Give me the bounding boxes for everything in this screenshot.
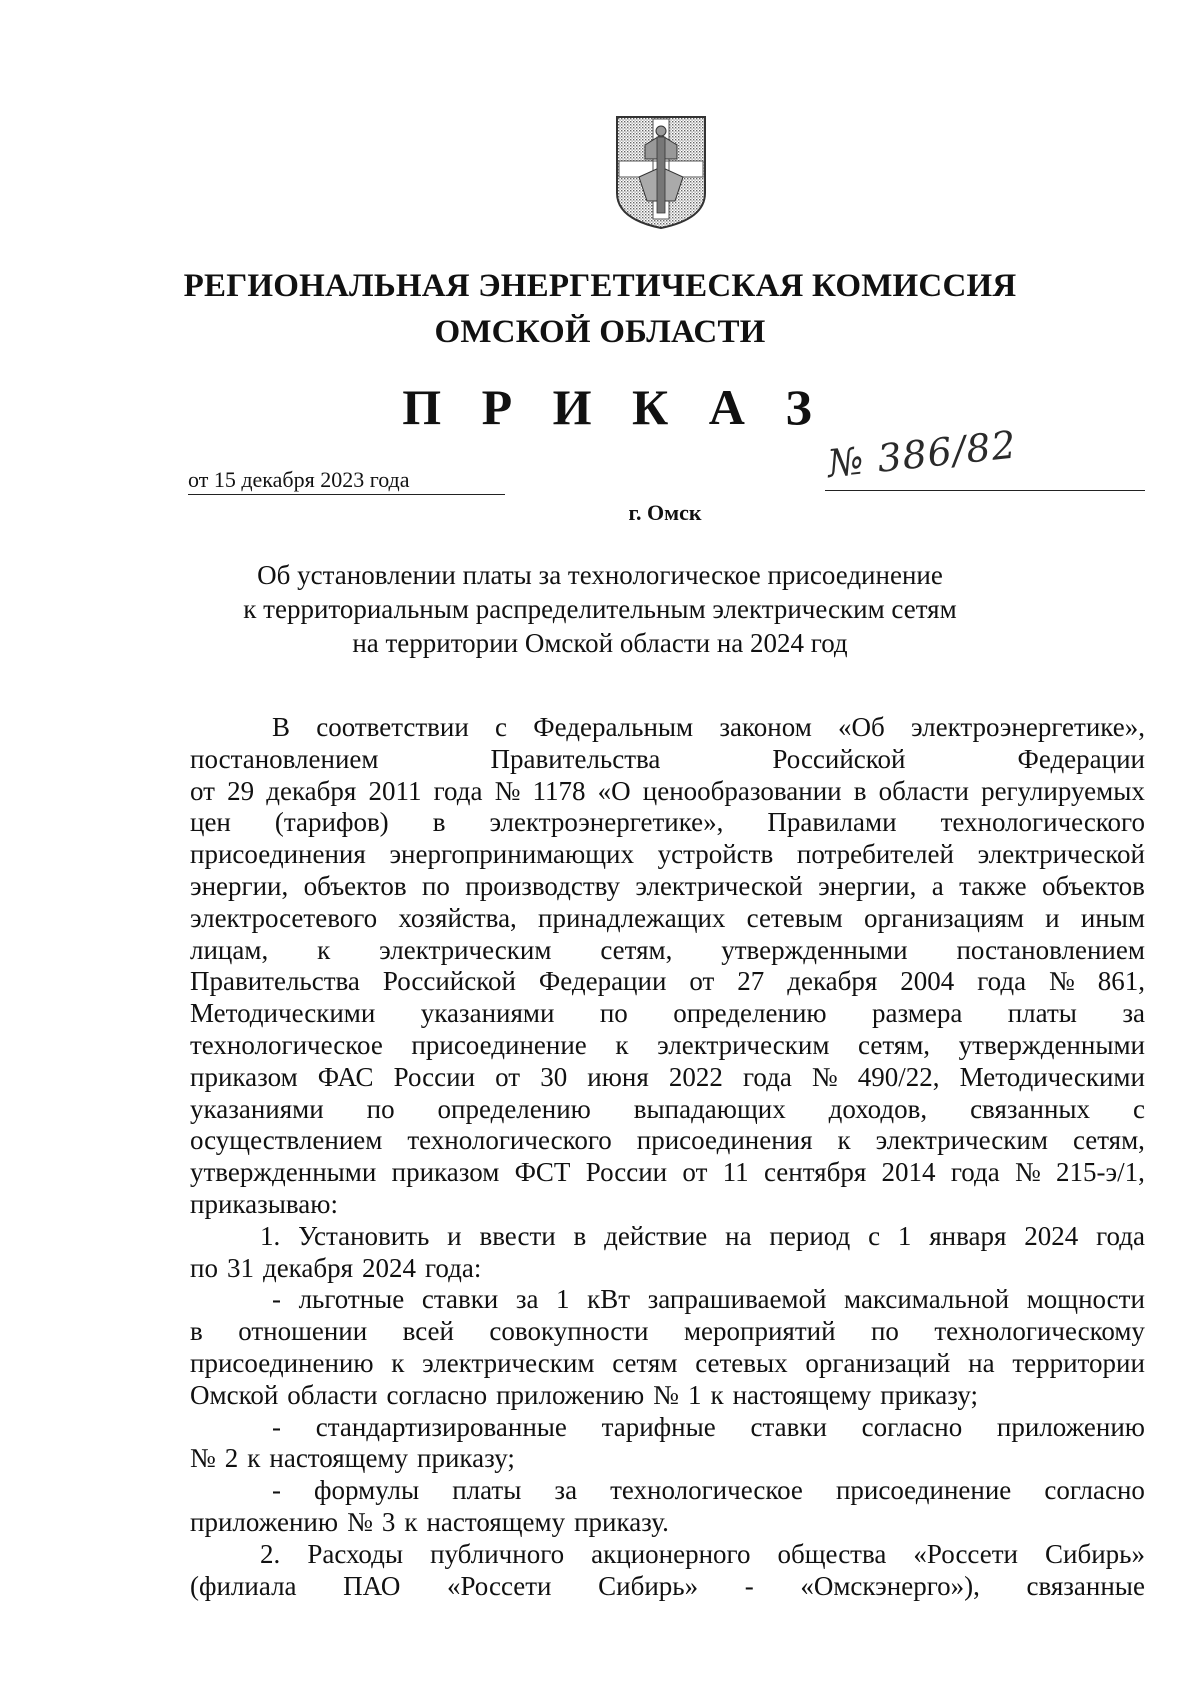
body-text-line (190, 998, 1145, 1030)
body-word: энергии, (818, 870, 917, 901)
body-word: 2. (260, 1538, 281, 1569)
subject-line: к территориальным распределительным электрическим сетям (243, 594, 957, 624)
body-word: года (977, 966, 1027, 997)
body-word: ФАС (317, 1061, 374, 1092)
body-word: электрическим (875, 1125, 1048, 1156)
body-word: и (447, 1220, 462, 1251)
body-word: объектов (1041, 870, 1145, 901)
body-word: энергопринимающих (389, 839, 634, 870)
body-word: 2004 (900, 966, 955, 997)
body-word: цен (190, 807, 231, 838)
body-word: июня (587, 1061, 649, 1092)
body-word: совокупности (489, 1316, 649, 1347)
body-word: определению (673, 998, 827, 1029)
body-word: иным (1080, 902, 1145, 933)
body-word: всей (402, 1316, 454, 1347)
subject-line: Об установлении платы за технологическое присоединение (257, 560, 943, 590)
body-word: № (494, 775, 521, 806)
body-word: льготные (298, 1284, 405, 1315)
body-word: электроэнергетике», (911, 712, 1145, 742)
body-word: 2011 (368, 775, 422, 806)
body-word: по (870, 1316, 899, 1347)
body-word: по (190, 1252, 218, 1283)
body-text-line (190, 1316, 1145, 1348)
body-word: № (347, 1506, 373, 1537)
body-word: «Россети (913, 1538, 1018, 1569)
body-word: России (585, 1157, 668, 1188)
body-word: акционерного (591, 1538, 751, 1569)
body-word: регулируемых (981, 775, 1145, 806)
body-word: сетевых (695, 1347, 788, 1378)
body-word: № (1014, 1157, 1041, 1188)
body-word: 1 (556, 1284, 570, 1315)
body-word: электрическим (657, 1029, 830, 1060)
body-word: электрическим (379, 934, 552, 965)
body-word: № (190, 1443, 216, 1474)
body-word: ввести (479, 1220, 556, 1251)
body-word: технологическому (934, 1316, 1145, 1347)
body-text-line (190, 966, 1145, 998)
body-word: 11 (722, 1157, 749, 1188)
body-text-line (190, 1539, 1145, 1571)
body-word: присоединение (411, 1029, 587, 1060)
body-word: сетям, (600, 934, 673, 965)
body-word: по (366, 1093, 395, 1124)
body-word: «Об (838, 712, 885, 742)
body-word: максимальной (844, 1284, 1010, 1315)
document-number-handwritten: № 386/82 (825, 422, 1019, 486)
body-word: период (769, 1220, 851, 1251)
body-word: приказу. (574, 1506, 669, 1537)
body-word: тарифные (601, 1411, 716, 1442)
body-word: ставки (421, 1284, 499, 1315)
document-city: г. Омск (628, 500, 702, 525)
body-word: приказу; (880, 1379, 979, 1410)
body-word: 2024 (1024, 1220, 1079, 1251)
body-word: 2024 (362, 1252, 417, 1283)
document-type-title: П Р И К А З (402, 379, 826, 435)
document-body (190, 712, 1145, 1602)
body-word: осуществлением (190, 1125, 383, 1156)
body-word: стандартизированные (315, 1411, 567, 1442)
body-word: за (1122, 998, 1145, 1029)
body-word: на (725, 1220, 752, 1251)
body-word: (филиала (190, 1570, 297, 1601)
body-text-line (190, 935, 1145, 967)
body-word: Сибирь» (1045, 1538, 1145, 1569)
body-text-line (190, 744, 1145, 776)
body-word: с (1132, 1093, 1145, 1124)
body-word: 27 (737, 966, 765, 997)
body-word: отношении (238, 1316, 368, 1347)
body-word: декабря (787, 966, 878, 997)
body-word: объектов (303, 870, 407, 901)
body-word: связанные (1026, 1570, 1145, 1601)
body-word: технологического (407, 1125, 612, 1156)
body-word: года (433, 775, 483, 806)
body-word: к (247, 1443, 261, 1474)
body-word: в (190, 1316, 203, 1347)
body-word: сетевым (746, 902, 843, 933)
body-word: указаниями (190, 1093, 324, 1124)
body-word: от (190, 775, 215, 806)
body-word: устройств (657, 839, 774, 870)
body-word: приказом (190, 1061, 298, 1092)
document-number-underline (825, 490, 1145, 491)
body-word: потребителей (796, 839, 954, 870)
body-word: 2 (224, 1443, 239, 1474)
body-word: (тарифов) (274, 807, 389, 838)
body-word: к (317, 934, 331, 965)
body-word: № (653, 1379, 679, 1410)
body-word: с (868, 1220, 881, 1251)
document-subject (0, 558, 1200, 660)
body-word: территории (1012, 1347, 1145, 1378)
body-word: Правительства (190, 966, 360, 997)
body-word: года: (425, 1252, 482, 1283)
body-word: технологического (940, 807, 1145, 838)
body-word: в (573, 1220, 587, 1251)
body-word: Сибирь» (598, 1570, 699, 1601)
body-word: Правилами (767, 807, 897, 838)
body-word: ценообразовании (642, 775, 842, 806)
body-word: электросетевого (190, 902, 378, 933)
body-text-line (190, 1571, 1145, 1603)
body-word: сетям (612, 1347, 678, 1378)
body-word: к (615, 1029, 629, 1060)
body-word: общества (777, 1538, 887, 1569)
body-word: - (272, 1411, 281, 1442)
body-word: по (599, 998, 628, 1029)
body-word: области (287, 1379, 378, 1410)
body-word: № (811, 1061, 838, 1092)
body-word: принадлежащих (538, 902, 726, 933)
body-word: за (515, 1284, 539, 1315)
body-word: области (878, 775, 969, 806)
body-word: организаций (805, 1347, 951, 1378)
body-word: соответствии (316, 712, 469, 742)
body-text-line (190, 1221, 1145, 1253)
body-word: настоящему (426, 1506, 566, 1537)
body-word: года (950, 1157, 1000, 1188)
body-word: мероприятий (683, 1316, 836, 1347)
body-word: Методическими (959, 1061, 1145, 1092)
body-word: 31 (226, 1252, 254, 1283)
body-word: утвержденными (958, 1029, 1145, 1060)
body-word: постановлением (956, 934, 1145, 965)
body-word: настоящему (269, 1443, 409, 1474)
body-word: «Омскэнерго»), (800, 1570, 980, 1601)
body-word: и (1045, 902, 1060, 933)
body-word: ФСТ (514, 1157, 571, 1188)
body-word: постановлением (190, 743, 379, 774)
body-word: приказу; (417, 1443, 515, 1474)
body-word: формулы (314, 1475, 420, 1506)
body-word: 2022 (668, 1061, 723, 1092)
body-word: от (495, 1061, 521, 1092)
body-word: законом (719, 712, 812, 742)
body-word: присоединения (190, 839, 366, 870)
body-word: Методическими (190, 998, 376, 1029)
body-word: а (931, 870, 944, 901)
body-word: № (1049, 966, 1075, 997)
body-text-line (190, 1030, 1145, 1062)
body-text-line (190, 1475, 1145, 1507)
body-text-line (190, 712, 1145, 744)
body-word: Омской (190, 1379, 279, 1410)
body-word: настоящему (732, 1379, 872, 1410)
body-word: размера (871, 998, 963, 1029)
body-text-line (190, 1412, 1145, 1444)
body-word: платы (1007, 998, 1077, 1029)
body-word: приложению (496, 1379, 645, 1410)
body-word: 490/22, (857, 1061, 940, 1092)
body-word: 29 (227, 775, 255, 806)
body-word: лицам, (190, 934, 269, 965)
coat-of-arms-icon (615, 115, 707, 230)
body-word: Расходы (307, 1538, 404, 1569)
body-word: - (744, 1570, 754, 1601)
body-word: к (710, 1379, 724, 1410)
body-word: от (682, 1157, 708, 1188)
body-word: согласно (861, 1411, 963, 1442)
body-word: электрической (977, 839, 1145, 870)
body-word: публичного (430, 1538, 565, 1569)
body-word: декабря (266, 775, 357, 806)
body-word: 1. (260, 1220, 281, 1251)
body-word: - (272, 1284, 281, 1315)
body-word: определению (437, 1093, 591, 1124)
body-text-line (190, 1507, 1145, 1539)
body-text-line (190, 903, 1145, 935)
body-word: платы (452, 1475, 522, 1506)
body-word: Федерации (538, 966, 667, 997)
body-word: согласно (386, 1379, 488, 1410)
body-word: «Россети (446, 1570, 552, 1601)
body-text-line (190, 776, 1145, 808)
body-word: организациям (863, 902, 1024, 933)
body-word: сетям, (1072, 1125, 1145, 1156)
body-word: 3 (381, 1506, 396, 1537)
body-text-line (190, 1284, 1145, 1316)
body-word: доходов, (828, 1093, 928, 1124)
body-word: утвержденными (721, 934, 908, 965)
body-word: России (393, 1061, 476, 1092)
body-word: Правительства (490, 743, 661, 774)
body-word: технологическое (610, 1475, 803, 1506)
body-word: «О (597, 775, 631, 806)
body-word: ставки (750, 1411, 827, 1442)
body-word: Российской (772, 743, 906, 774)
body-word: В (272, 712, 291, 742)
organization-name-line-2: ОМСКОЙ ОБЛАСТИ (434, 314, 766, 350)
body-word: приказываю: (190, 1188, 338, 1219)
body-word: присоединения (636, 1125, 813, 1156)
body-word: Установить (298, 1220, 430, 1251)
body-word: согласно (1044, 1475, 1145, 1506)
body-word: приложению (190, 1506, 339, 1537)
body-word: приказом (391, 1157, 500, 1188)
body-word: присоединение (835, 1475, 1012, 1506)
body-word: производству (465, 870, 620, 901)
body-word: года (1096, 1220, 1145, 1251)
body-text-line (190, 1094, 1145, 1126)
body-text-line (190, 1348, 1145, 1380)
body-word: присоединению (190, 1347, 374, 1378)
body-word: Российской (382, 966, 516, 997)
body-word: 30 (540, 1061, 568, 1092)
body-word: от (689, 966, 715, 997)
body-word: на (968, 1347, 995, 1378)
body-word: декабря (262, 1252, 354, 1283)
body-word: Федеральным (533, 712, 694, 742)
body-word: электрическим (422, 1347, 595, 1378)
body-word: в (853, 775, 867, 806)
body-text-line (190, 1253, 1145, 1285)
body-word: связанных (970, 1093, 1091, 1124)
body-word: 1 (897, 1220, 912, 1251)
body-word: с (495, 712, 508, 742)
body-word: за (554, 1475, 578, 1506)
body-word: кВт (587, 1284, 631, 1315)
body-word: Федерации (1017, 743, 1145, 774)
body-word: 2014 (881, 1157, 936, 1188)
body-text-line (190, 1157, 1145, 1189)
body-word: к (837, 1125, 851, 1156)
organization-name-line-1: РЕГИОНАЛЬНАЯ ЭНЕРГЕТИЧЕСКАЯ КОМИССИЯ (183, 268, 1017, 304)
body-word: мощности (1026, 1284, 1145, 1315)
body-text-line (190, 1062, 1145, 1094)
body-word: запрашиваемой (647, 1284, 827, 1315)
body-word: выпадающих (633, 1093, 786, 1124)
body-word: действие (604, 1220, 708, 1251)
body-word: утвержденными (190, 1157, 377, 1188)
body-word: энергии, (190, 870, 289, 901)
body-text-line (190, 871, 1145, 903)
body-text-line (190, 807, 1145, 839)
document-date: от 15 декабря 2023 года (188, 466, 505, 495)
body-word: - (272, 1475, 281, 1506)
body-word: по (421, 870, 450, 901)
body-word: ПАО (343, 1570, 401, 1601)
body-text-line (190, 1125, 1145, 1157)
body-word: также (959, 870, 1027, 901)
body-word: к (391, 1347, 405, 1378)
body-word: 1178 (532, 775, 586, 806)
body-word: электроэнергетике», (489, 807, 724, 838)
body-word: в (432, 807, 446, 838)
subject-line: на территории Омской области на 2024 год (352, 628, 848, 658)
body-text-line (190, 1380, 1145, 1412)
body-word: указаниями (420, 998, 555, 1029)
body-word: сетям, (858, 1029, 931, 1060)
body-word: января (929, 1220, 1007, 1251)
body-word: к (404, 1506, 418, 1537)
body-word: сентября (763, 1157, 867, 1188)
body-word: года (742, 1061, 792, 1092)
body-word: технологическое (190, 1029, 383, 1060)
body-word: 215-э/1, (1056, 1157, 1145, 1188)
body-word: 861, (1097, 966, 1145, 997)
body-text-line (190, 1443, 1145, 1475)
body-word: приложению (996, 1411, 1145, 1442)
body-word: 1 (687, 1379, 702, 1410)
body-word: электрической (635, 870, 803, 901)
body-text-line (190, 839, 1145, 871)
body-word: хозяйства, (398, 902, 517, 933)
body-text-line (190, 1189, 1145, 1221)
